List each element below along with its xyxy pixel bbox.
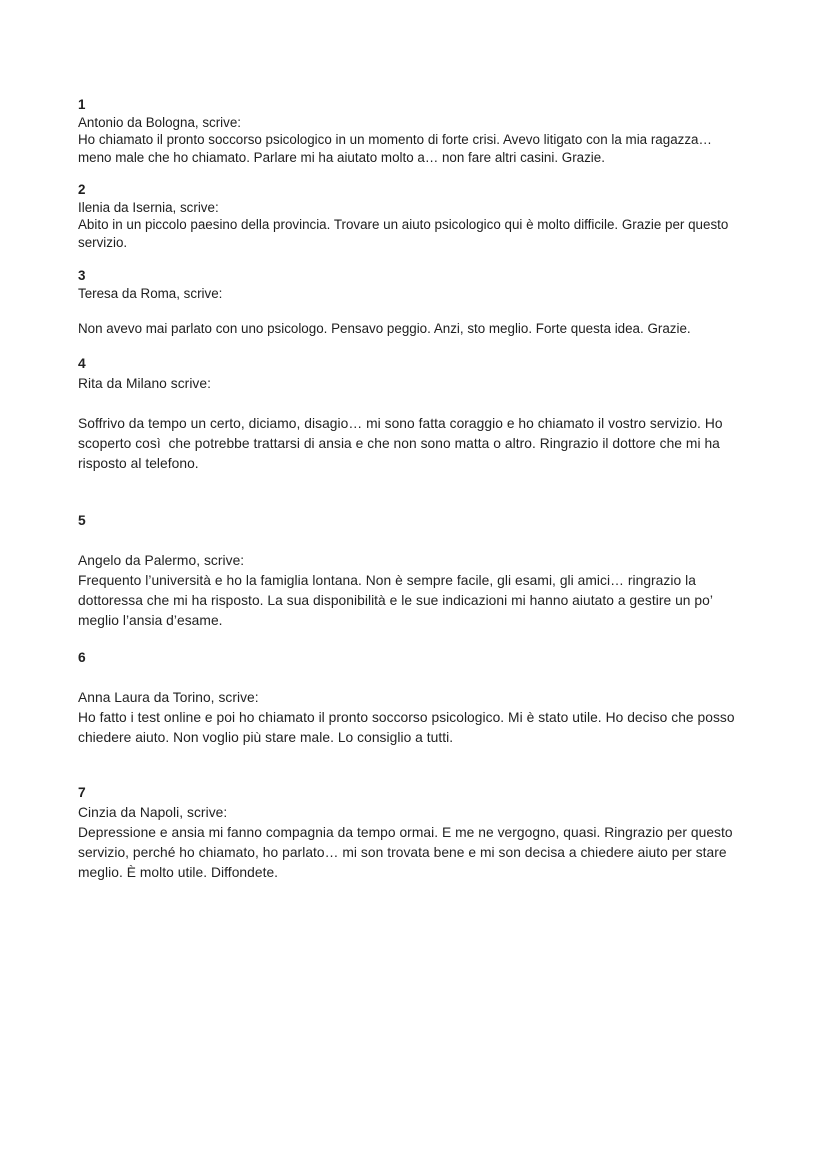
testimonial-author: Rita da Milano scrive: [78,376,211,391]
blank-line [78,394,748,414]
testimonial-author: Ilenia da Isernia, scrive: [78,199,219,215]
testimonial-body: Frequento l’università e ho la famiglia lontana. Non è sempre facile, gli esami, gli amici… ringrazio la dottoressa che mi ha risposto. La sua disponibilità e le sue indicazioni mi hanno aiutato a gestire un po’ meglio l’ansia d’esame. [78,573,717,628]
testimonial-body: Ho fatto i test online e poi ho chiamato il pronto soccorso psicologico. Mi è stato utile. Ho deciso che posso chiedere aiuto. Non voglio più stare male. Lo consiglio a tutti. [78,710,739,745]
testimonial-4 [78,354,748,474]
testimonial-author: Angelo da Palermo, scrive: [78,553,245,568]
testimonial-2 [78,181,748,251]
testimonial-3 [78,267,748,337]
testimonial-author: Cinzia da Napoli, scrive: [78,805,228,820]
testimonial-body: Depressione e ansia mi fanno compagnia da tempo ormai. E me ne vergogno, quasi. Ringrazio per questo servizio, perché ho chiamato, ho parlato… mi son trovata bene e mi son decisa a chiedere aiuto per stare meglio. È molto utile. Diffondete. [78,825,737,880]
testimonial-number: 7 [78,785,86,800]
testimonial-body: Non avevo mai parlato con uno psicologo. Pensavo peggio. Anzi, sto meglio. Forte questa idea. Grazie. [78,320,691,336]
testimonial-number: 6 [78,650,86,665]
testimonial-number: 3 [78,268,86,283]
testimonial-body: Abito in un piccolo paesino della provincia. Trovare un aiuto psicologico qui è molto difficile. Grazie per questo servizio. [78,217,733,250]
testimonial-number: 4 [78,356,86,371]
testimonial-body: Soffrivo da tempo un certo, diciamo, disagio… mi sono fatta coraggio e ho chiamato il vostro servizio. Ho scoperto così che potrebbe trattarsi di ansia e che non sono matta o altro. Ringrazio il dottore che mi ha risposto al telefono. [78,416,727,471]
testimonial-6 [78,648,748,748]
testimonial-author: Teresa da Roma, scrive: [78,285,223,301]
testimonial-number: 2 [78,182,86,197]
blank-line [78,302,748,320]
testimonial-body: Ho chiamato il pronto soccorso psicologico in un momento di forte crisi. Avevo litigato con la mia ragazza… meno male che ho chiamato. Parlare mi ha aiutato molto a… non fare altri casini. Grazie. [78,132,716,165]
testimonial-author: Anna Laura da Torino, scrive: [78,690,259,705]
testimonial-number: 5 [78,513,86,528]
blank-line [78,531,748,551]
testimonial-7 [78,783,748,883]
testimonial-number: 1 [78,97,86,112]
blank-line [78,668,748,688]
testimonial-1 [78,96,748,166]
testimonial-5 [78,511,748,631]
testimonial-author: Antonio da Bologna, scrive: [78,114,242,130]
